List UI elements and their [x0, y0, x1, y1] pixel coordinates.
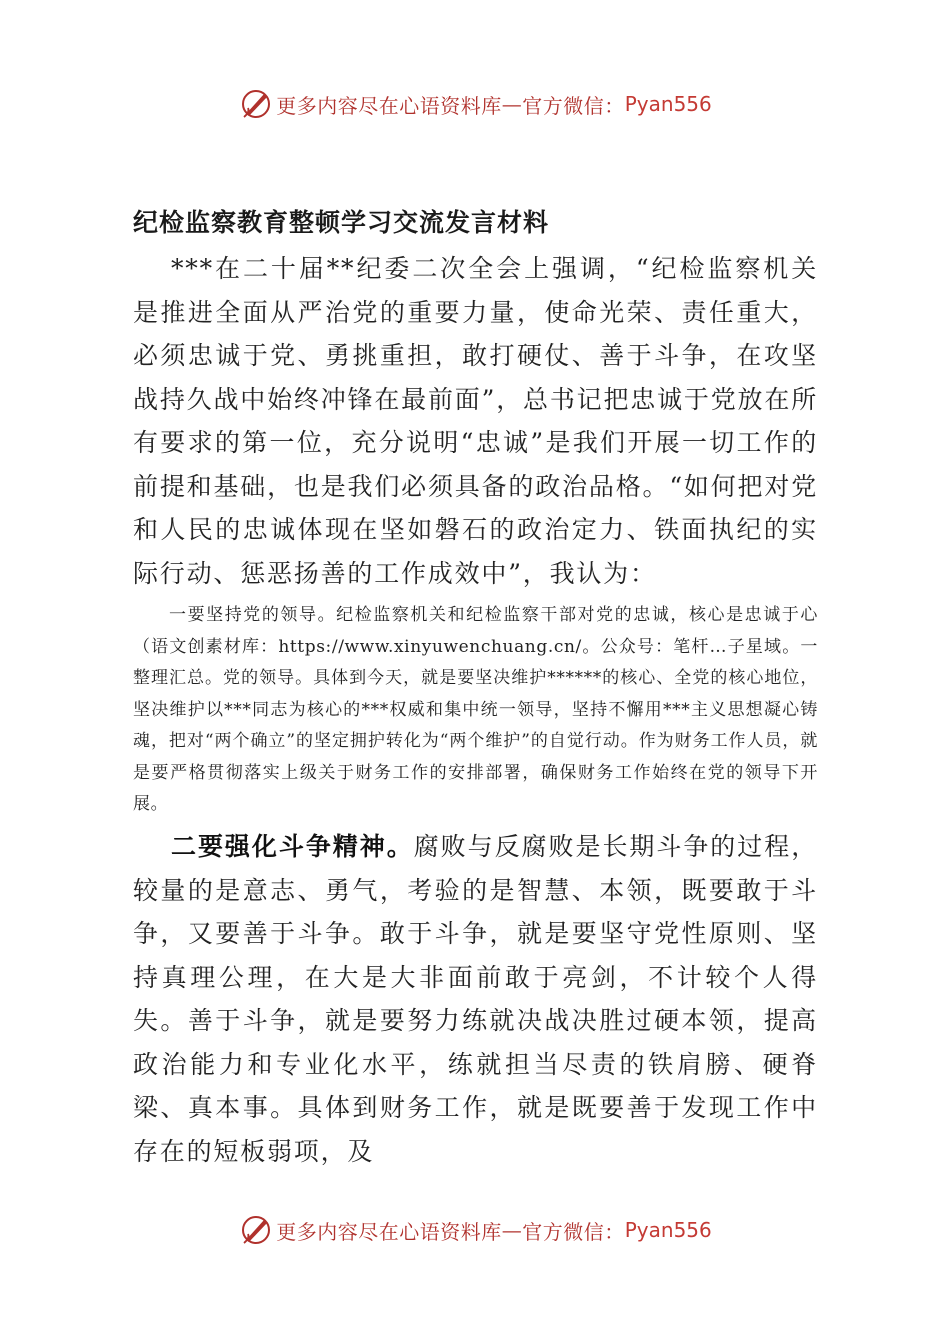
quill-logo-icon	[238, 86, 274, 122]
banner-wechat-label: 官方微信：	[522, 93, 625, 118]
banner-wechat-id: Pyan556	[624, 92, 712, 116]
banner-wechat-label: 官方微信：	[522, 1219, 625, 1244]
paragraph-point-one: 一要坚持党的领导。纪检监察机关和纪检监察干部对党的忠诚，核心是忠诚于心（语文创素材库：https://www.xinyuwenchuang.cn/。公众号：笔杆…子星域。一整理汇总。党的领导。具体到今天，就是要坚决维护******的核心、全党的核心地位，坚决维护以***同志为核心的***权威和集中统一领导，坚持不懈用***主义思想凝心铸魂，把对“两个确立”的坚定拥护转化为“两个维护”的自觉行动。作为财务工作人员，就是要严格贯彻落实上级关于财务工作的安排部署，确保财务工作始终在党的领导下开展。	[133, 605, 818, 814]
document-title: 纪检监察教育整顿学习交流发言材料	[133, 208, 550, 237]
banner-text: 更多内容尽在心语资料库	[276, 93, 502, 118]
banner-dash: —	[501, 92, 523, 116]
paragraph-intro: ***在二十届**纪委二次全会上强调，“纪检监察机关是推进全面从严治党的重要力量，使命光荣、责任重大，必须忠诚于党、勇挑重担，敢打硬仗、善于斗争，在攻坚战持久战中始终冲锋在最前面”，总书记把忠诚于党放在所有要求的第一位，充分说明“忠诚”是我们开展一切工作的前提和基础，也是我们必须具备的政治品格。“如何把对党和人民的忠诚体现在坚如磐石的政治定力、铁面执纪的实际行动、惩恶扬善的工作成效中”，我认为：	[133, 254, 818, 588]
banner-text: 更多内容尽在心语资料库	[276, 1219, 502, 1244]
paragraph-point-two-body: 腐败与反腐败是长期斗争的过程，较量的是意志、勇气，考验的是智慧、本领，既要敢于斗争，又要善于斗争。敢于斗争，就是要坚守党性原则、坚持真理公理，在大是大非面前敢于亮剑，不计较个人得失。善于斗争，就是要努力练就决战决胜过硬本领，提高政治能力和专业化水平，练就担当尽责的铁肩膀、硬脊梁、真本事。具体到财务工作，就是既要善于发现工作中存在的短板弱项，及	[133, 832, 818, 1166]
banner-dash: —	[501, 1218, 523, 1242]
footer-banner	[0, 1208, 950, 1252]
paragraph-point-two-lead: 二要强化斗争精神。	[171, 832, 414, 861]
paragraph-point-two	[133, 825, 818, 1173]
quill-logo-icon	[238, 1212, 274, 1248]
banner-wechat-id: Pyan556	[624, 1218, 712, 1242]
header-banner	[0, 82, 950, 126]
